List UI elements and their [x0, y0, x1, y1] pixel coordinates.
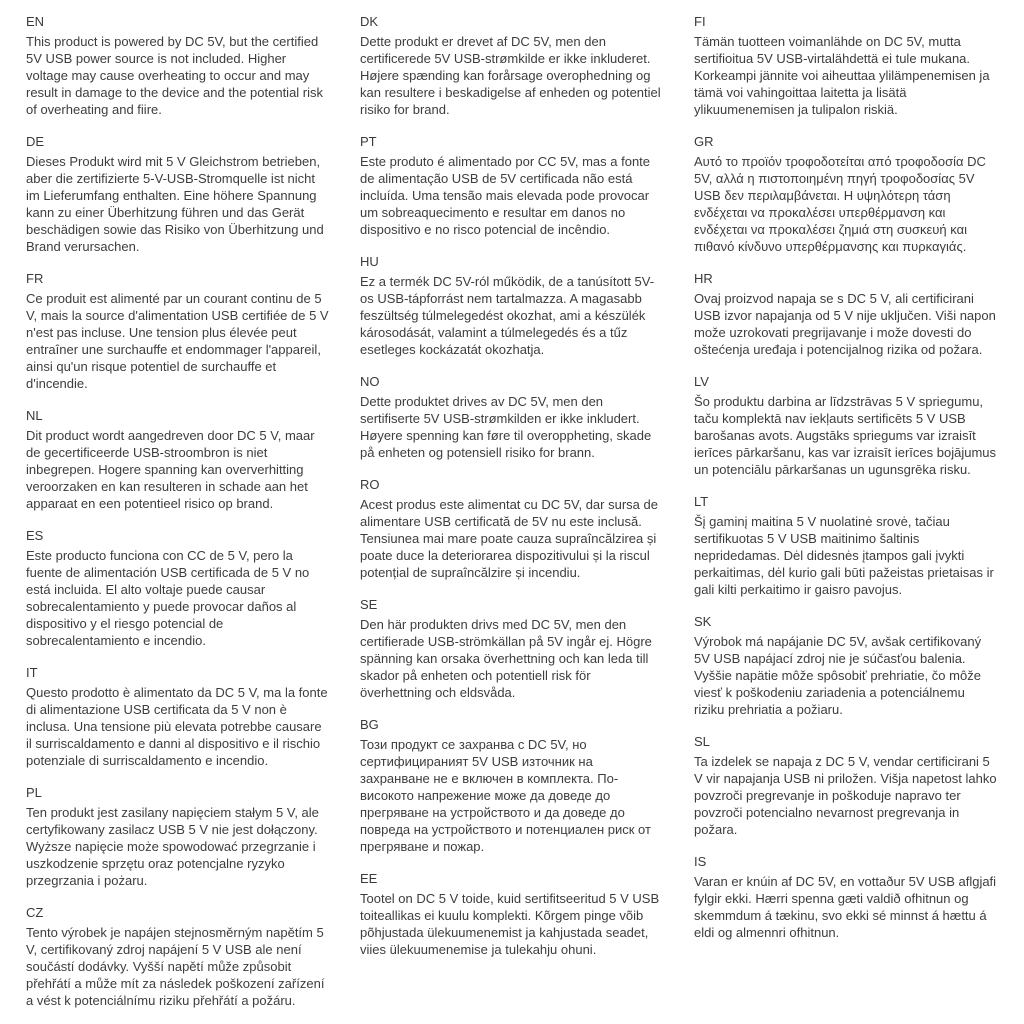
- language-code: LV: [694, 374, 709, 389]
- language-code: IS: [694, 854, 707, 869]
- language-code: IT: [26, 665, 38, 680]
- language-code: PT: [360, 134, 377, 149]
- language-section-is: [694, 853, 998, 941]
- language-code: EE: [360, 871, 378, 886]
- language-section-se: [360, 596, 664, 701]
- warning-text: Šo produktu darbina ar līdzstrāvas 5 V spriegumu, taču komplektā nav iekļauts sertificēts 5 V USB barošanas avots. Augstāks spriegums var izraisīt ierīces pārkaršanu, kas var izraisīt ierīces bojājumus un potenciālu pārkaršanas un ugunsgrēka risku.: [694, 394, 997, 477]
- language-code: SE: [360, 597, 378, 612]
- language-code: ES: [26, 528, 44, 543]
- warning-text: Šį gaminį maitina 5 V nuolatinė srovė, tačiau sertifikuotas 5 V USB maitinimo šaltinis nepridedamas. Dėl didesnės įtampos gali įvykti perkaitimas, dėl kurio gali būti pažeistas prietaisas ir gali kilti perkaitimo ir gaisro pavojus.: [694, 514, 994, 597]
- language-section-fi: [694, 13, 998, 118]
- warning-text: Este produto é alimentado por CC 5V, mas a fonte de alimentação USB de 5V certificada não está incluída. Uma tensão mais elevada pode provocar um sobreaquecimento e resultar em danos no dispositivo e no risco potencial de incêndio.: [360, 154, 651, 237]
- warning-text: This product is powered by DC 5V, but the certified 5V USB power source is not included. Higher voltage may cause overheating to occur and may result in damage to the device and the potential risk of overheating and fiire.: [26, 34, 324, 117]
- language-code: SK: [694, 614, 712, 629]
- language-section-de: [26, 133, 330, 255]
- warning-text: Tootel on DC 5 V toide, kuid sertifitseeritud 5 V USB toiteallikas ei kuulu komplekti. Kõrgem pinge võib põhjustada ülekuumenemist ja kahjustada seadet, viies ülekuumenemise ja tulekahju ohuni.: [360, 891, 660, 957]
- language-section-en: [26, 13, 330, 118]
- column-2: [360, 13, 664, 1024]
- language-code: NL: [26, 408, 43, 423]
- language-code: PL: [26, 785, 42, 800]
- warning-text: Dette produktet drives av DC 5V, men den sertifiserte 5V USB-strømkilden er ikke inkludert. Høyere spenning kan føre til overoppheting, skade på enheten og potensiell risiko for brann.: [360, 394, 652, 460]
- language-section-hr: [694, 270, 998, 358]
- warning-text: Ce produit est alimenté par un courant continu de 5 V, mais la source d'alimentation USB certifiée de 5 V n'est pas incluse. Une tension plus élevée peut entraîner une surchauffe et endommager l'appareil, ainsi qu'un risque potentiel de surchauffe et d'incendie.: [26, 291, 329, 391]
- warning-text: Tämän tuotteen voimanlähde on DC 5V, mutta sertifioitua 5V USB-virtalähdettä ei tule mukana. Korkeampi jännite voi aiheuttaa ylilämpenemisen ja tämä voi vahingoittaa laitetta ja lisätä ylikuumenemisen ja tulipalon riskiä.: [694, 34, 990, 117]
- warning-text: Tento výrobek je napájen stejnosměrným napětím 5 V, certifikovaný zdroj napájení 5 V USB ale není součástí dodávky. Vyšší napětí může způsobit přehřátí a může mít za následek poškození zařízení a vést k potenciálnímu riziku přehřátí a požáru.: [26, 925, 325, 1008]
- language-section-cz: [26, 904, 330, 1009]
- language-code: CZ: [26, 905, 44, 920]
- language-section-pl: [26, 784, 330, 889]
- language-code: DK: [360, 14, 379, 29]
- language-section-dk: [360, 13, 664, 118]
- column-1: [26, 13, 330, 1024]
- language-section-hu: [360, 253, 664, 358]
- warning-text: Dieses Produkt wird mit 5 V Gleichstrom betrieben, aber die zertifizierte 5-V-USB-Stromquelle ist nicht im Lieferumfang enthalten. Eine höhere Spannung kann zu einer Überhitzung führen und das Gerät beschädigen sowie das Risiko von Überhitzung und Brand verursachen.: [26, 154, 324, 254]
- language-code: FR: [26, 271, 44, 286]
- warning-text: Questo prodotto è alimentato da DC 5 V, ma la fonte di alimentazione USB certificata da 5 V non è inclusa. Una tensione più elevata potrebbe causare il surriscaldamento e danni al dispositivo e il rischio potenziale di surriscaldamento e incendio.: [26, 685, 328, 768]
- language-section-sk: [694, 613, 998, 718]
- language-section-es: [26, 527, 330, 649]
- language-section-it: [26, 664, 330, 769]
- language-code: FI: [694, 14, 706, 29]
- language-section-pt: [360, 133, 664, 238]
- language-section-nl: [26, 407, 330, 512]
- warning-text: Dette produkt er drevet af DC 5V, men den certificerede 5V USB-strømkilde er ikke inkluderet. Højere spænding kan forårsage overophedning og kan resultere i beskadigelse af enheden og potentiel risiko for brand.: [360, 34, 661, 117]
- language-code: DE: [26, 134, 45, 149]
- warning-text: Ta izdelek se napaja z DC 5 V, vendar certificirani 5 V vir napajanja USB ni priložen. Višja napetost lahko povzroči pregrevanje in poškoduje napravo ter povzroči potencialno nevarnost pregrevanja in požara.: [694, 754, 997, 837]
- warning-text: Αυτό το προϊόν τροφοδοτείται από τροφοδοσία DC 5V, αλλά η πιστοποιημένη πηγή τροφοδοσίας 5V USB δεν περιλαμβάνεται. Η υψηλότερη τάση ενδέχεται να προκαλέσει υπερθέρμανση και ενδέχεται να προκαλέσει ζημιά στη συσκευή και πιθανό κίνδυνο υπερθέρμανσης και πυρκαγιάς.: [694, 154, 986, 254]
- language-section-lv: [694, 373, 998, 478]
- warning-text: Този продукт се захранва с DC 5V, но сертифицираният 5V USB източник на захранване не е включен в комплекта. По-високото напрежение може да доведе до прегряване на устройството и да доведе до повреда на устройството и потенциален риск от прегряване и пожар.: [360, 737, 651, 854]
- warning-text: Výrobok má napájanie DC 5V, avšak certifikovaný 5V USB napájací zdroj nie je súčasťou balenia. Vyššie napätie môže spôsobiť prehriatie, čo môže viesť k poškodeniu zariadenia a potenciálnemu riziku prehriatia a požiaru.: [694, 634, 982, 717]
- language-section-gr: [694, 133, 998, 255]
- warning-text: Este producto funciona con CC de 5 V, pero la fuente de alimentación USB certificada de 5 V no está incluida. El alto voltaje puede causar sobrecalentamiento y puede provocar daños al dispositivo y el riesgo potencial de sobrecalentamiento e incendio.: [26, 548, 310, 648]
- language-code: HU: [360, 254, 379, 269]
- language-section-lt: [694, 493, 998, 598]
- language-code: GR: [694, 134, 714, 149]
- warning-text: Ten produkt jest zasilany napięciem stałym 5 V, ale certyfikowany zasilacz USB 5 V nie jest dołączony. Wyższe napięcie może spowodować przegrzanie i uszkodzenie sprzętu oraz potencjalne ryzyko przegrzania i pożaru.: [26, 805, 319, 888]
- language-section-ro: [360, 476, 664, 581]
- language-section-bg: [360, 716, 664, 855]
- language-section-ee: [360, 870, 664, 958]
- language-code: SL: [694, 734, 710, 749]
- warning-text: Acest produs este alimentat cu DC 5V, dar sursa de alimentare USB certificată de 5V nu este inclusă. Tensiunea mai mare poate cauza supraîncălzirea și poate duce la deteriorarea dispozitivului și la riscul potențial de supraîncălzire și incendiu.: [360, 497, 658, 580]
- language-code: NO: [360, 374, 380, 389]
- warning-text: Den här produkten drivs med DC 5V, men den certifierade USB-strömkällan på 5V ingår ej. Högre spänning kan orsaka överhettning och kan leda till skador på enheten och potentiell risk för överhettning och eldsvåda.: [360, 617, 652, 700]
- warning-text: Ez a termék DC 5V-ról működik, de a tanúsított 5V-os USB-tápforrást nem tartalmazza. A magasabb feszültség túlmelegedést okozhat, ami a készülék károsodását, valamint a túlmelegedés és a tűz esetleges kockázatát okozhatja.: [360, 274, 655, 357]
- language-section-sl: [694, 733, 998, 838]
- column-3: [694, 13, 998, 1024]
- language-section-fr: [26, 270, 330, 392]
- language-code: LT: [694, 494, 709, 509]
- language-section-no: [360, 373, 664, 461]
- warning-text: Varan er knúin af DC 5V, en vottaður 5V USB aflgjafi fylgir ekki. Hærri spenna gæti valdið ofhitnun og skemmdum á tækinu, svo ekki sé minnst á hættu á eldi og almennri ofhitnun.: [694, 874, 997, 940]
- language-code: HR: [694, 271, 713, 286]
- language-code: EN: [26, 14, 45, 29]
- language-code: RO: [360, 477, 380, 492]
- warning-text: Ovaj proizvod napaja se s DC 5 V, ali certificirani USB izvor napajanja od 5 V nije uključen. Viši napon može uzrokovati pregrijavanje i može dovesti do oštećenja uređaja i potencijalnog rizika od požara.: [694, 291, 996, 357]
- warning-text: Dit product wordt aangedreven door DC 5 V, maar de gecertificeerde USB-stroombron is niet inbegrepen. Hogere spanning kan oververhitting veroorzaken en kan resulteren in schade aan het apparaat en een potentieel risico op brand.: [26, 428, 315, 511]
- language-code: BG: [360, 717, 379, 732]
